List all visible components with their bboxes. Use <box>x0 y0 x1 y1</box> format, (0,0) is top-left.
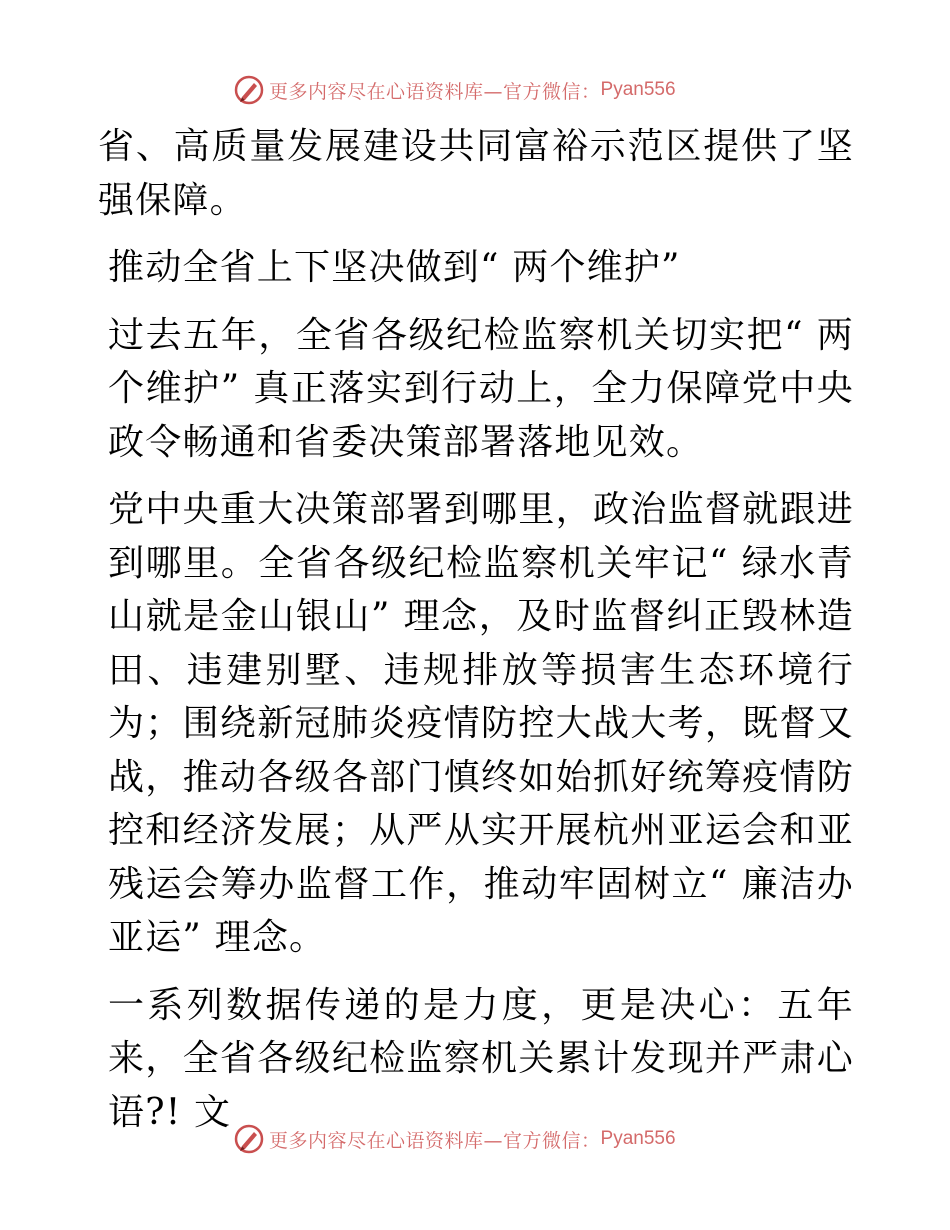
pen-logo-icon <box>233 1123 265 1155</box>
document-body <box>98 120 854 1153</box>
paragraph-5: 一系列数据传递的是力度，更是决心：五年来，全省各级纪检监察机关累计发现并严肃心语?! 文 <box>108 984 854 1133</box>
footer-watermark <box>233 1123 676 1155</box>
pen-logo-icon <box>233 74 265 106</box>
watermark-text: 更多内容尽在心语资料库—官方微信： <box>269 1129 601 1152</box>
paragraph-3: 过去五年，全省各级纪检监察机关切实把“ 两个维护” 真正落实到行动上，全力保障党中央政令畅通和省委决策部署落地见效。 <box>108 314 854 463</box>
paragraph-1: 省、高质量发展建设共同富裕示范区提供了坚强保障。 <box>98 126 854 221</box>
paragraph-heading: 推动全省上下坚决做到“ 两个维护” <box>108 247 681 288</box>
watermark-wechat-id: Pyan556 <box>600 79 676 100</box>
header-watermark <box>233 74 676 106</box>
paragraph-4: 党中央重大决策部署到哪里，政治监督就跟进到哪里。全省各级纪检监察机关牢记“ 绿水青山就是金山银山” 理念，及时监督纠正毁林造田、违建别墅、违规排放等损害生态环境行为；围绕新冠肺炎疫情防控大战大考，既督又战，推动各级各部门慎终如始抓好统筹疫情防控和经济发展；从严从实开展杭州亚运会和亚残运会筹办监督工作，推动牢固树立“ 廉洁办亚运” 理念。 <box>108 489 854 958</box>
watermark-wechat-id: Pyan556 <box>600 1128 676 1149</box>
watermark-text: 更多内容尽在心语资料库—官方微信： <box>269 80 601 103</box>
